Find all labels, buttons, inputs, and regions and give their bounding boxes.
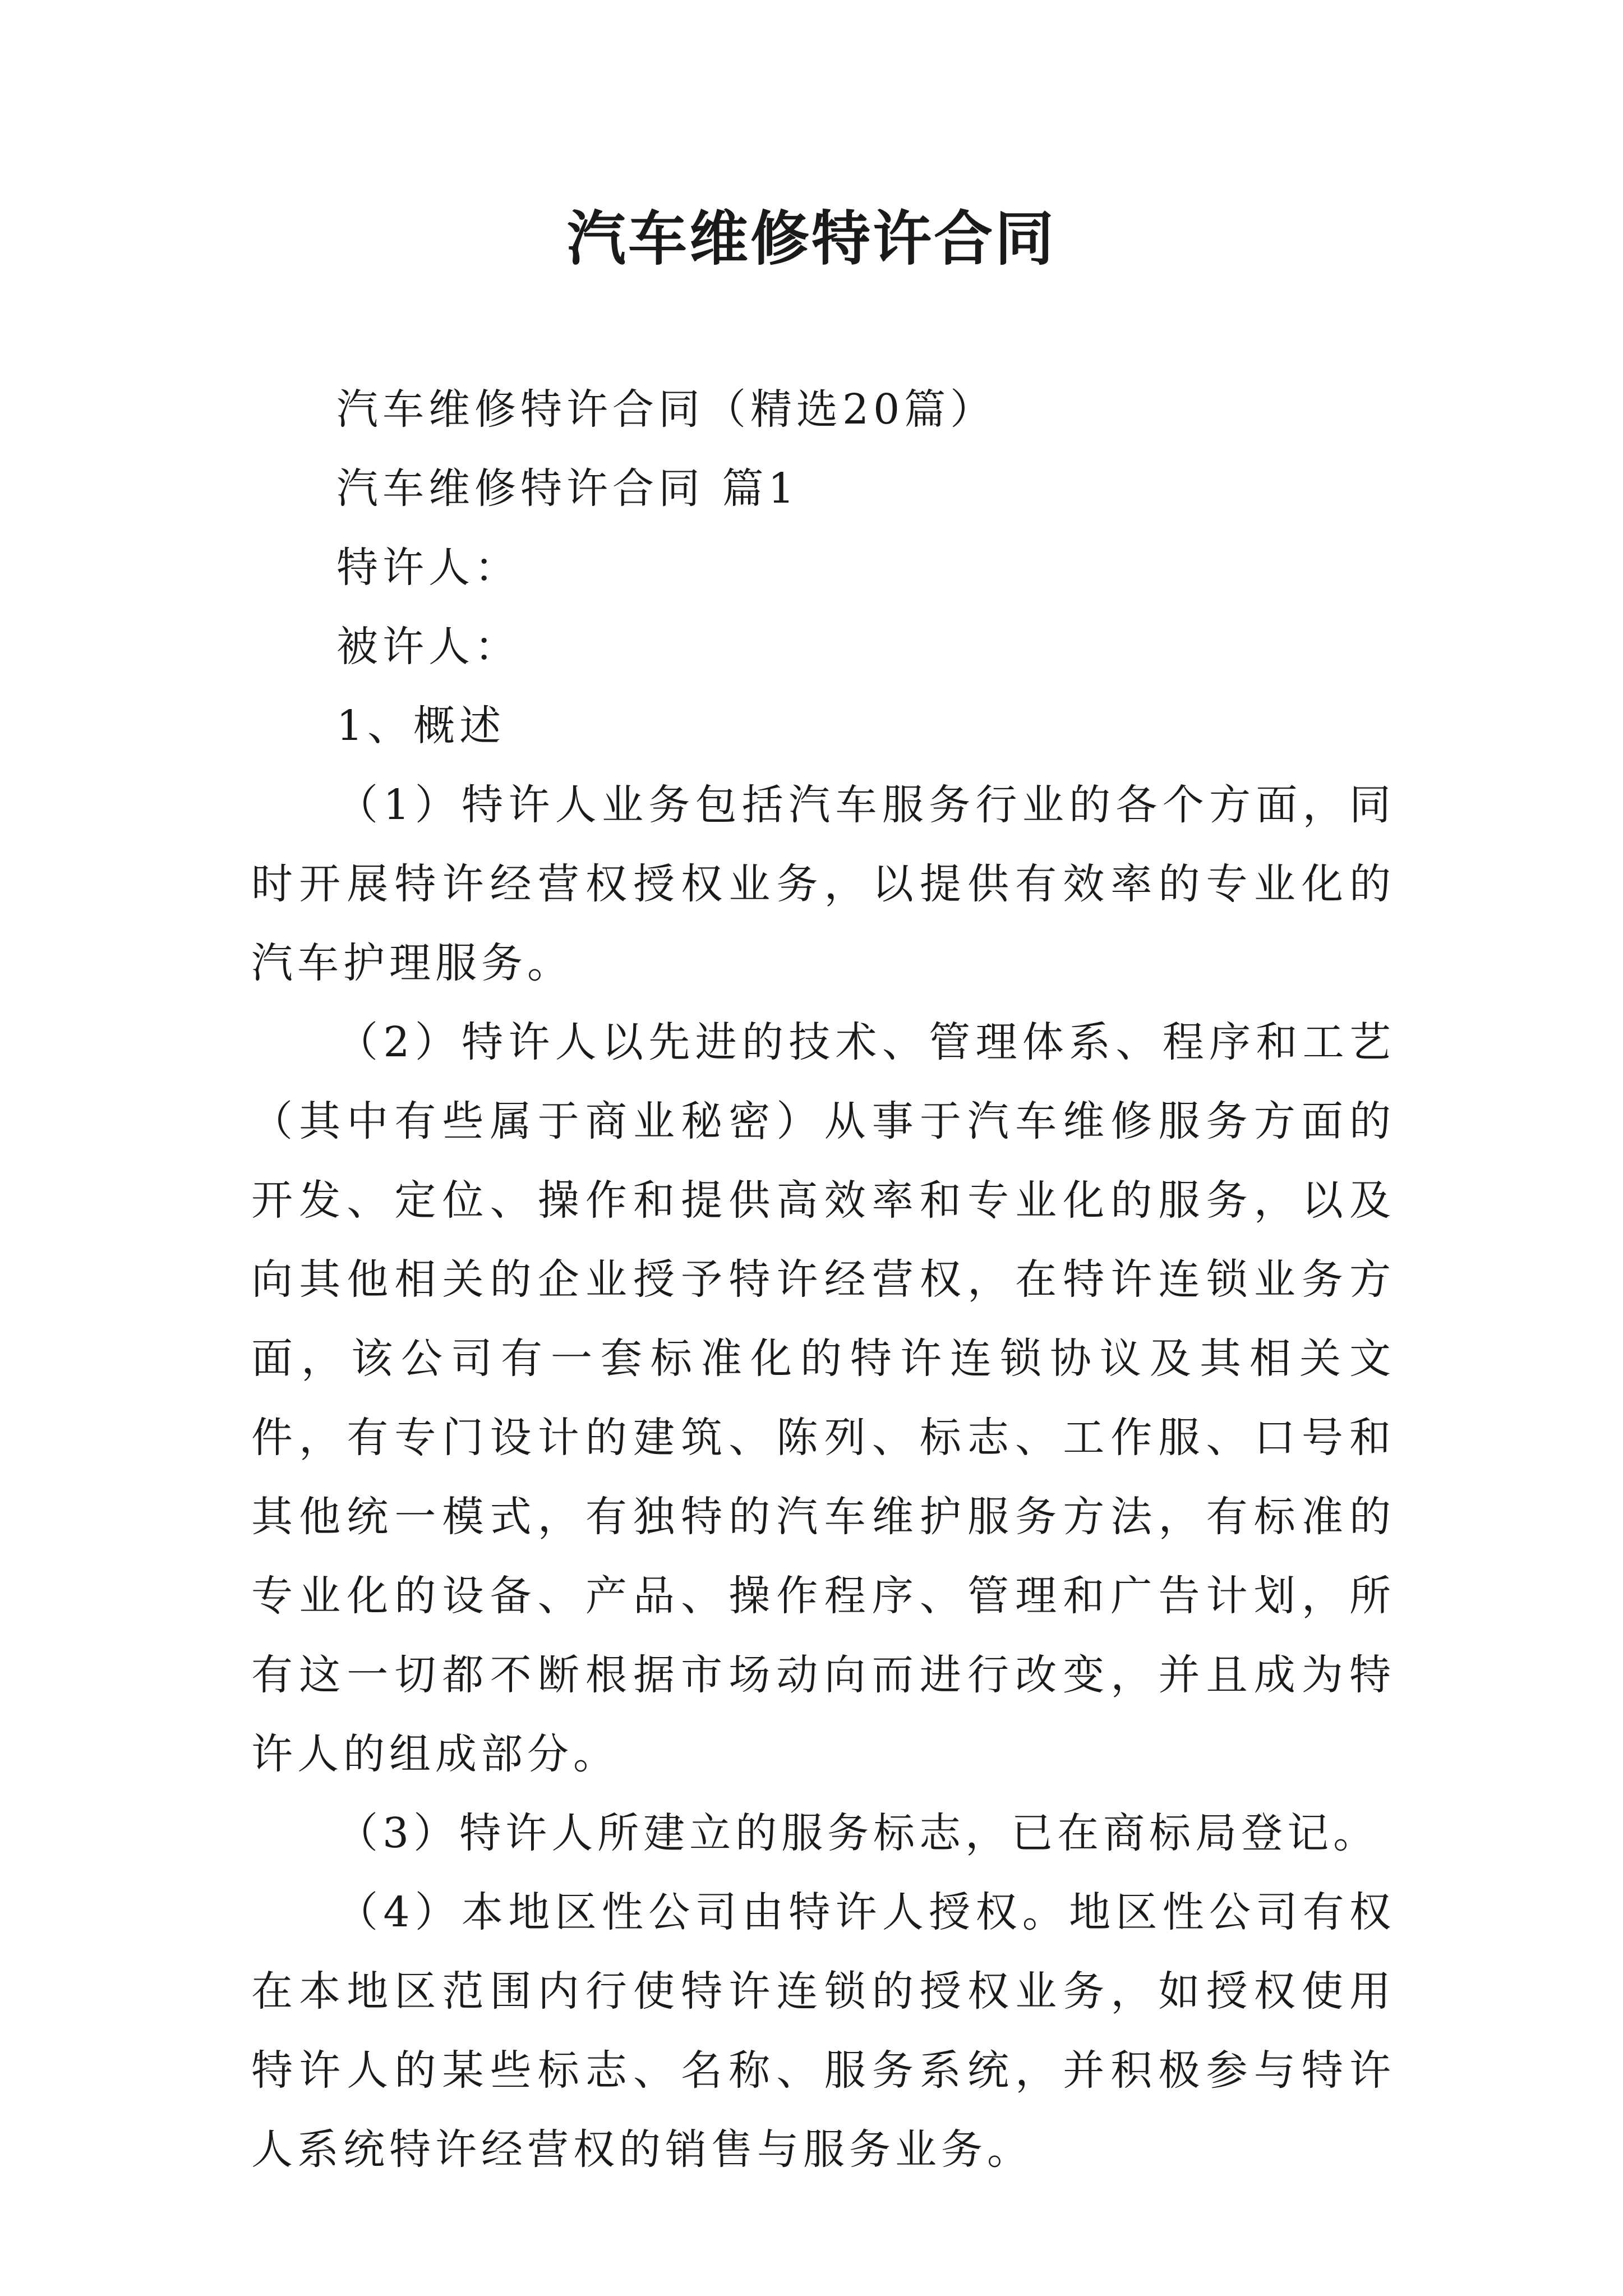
paragraph-1: （1）特许人业务包括汽车服务行业的各个方面，同时开展特许经营权授权业务，以提供有效率的专业化的汽车护理服务。: [251, 781, 1395, 987]
franchisor-label: 特许人：: [336, 544, 520, 592]
paragraph-2: （2）特许人以先进的技术、管理体系、程序和工艺（其中有些属于商业秘密）从事于汽车维修服务方面的开发、定位、操作和提供高效率和专业化的服务，以及向其他相关的企业授予特许经营权，在特许连锁业务方面，该公司有一套标准化的特许连锁协议及其相关文件，有专门设计的建筑、陈列、标志、工作服、口号和其他统一模式，有独特的汽车维护服务方法，有标准的专业化的设备、产品、操作程序、管理和广告计划，所有这一切都不断根据市场动向而进行改变，并且成为特许人的组成部分。: [251, 1018, 1395, 1778]
document-body: [251, 370, 1395, 2189]
overview-heading: 1、概述: [336, 702, 506, 750]
document-title: 汽车维修特许合同: [566, 204, 1056, 273]
paragraph-4: （4）本地区性公司由特许人授权。地区性公司有权在本地区范围内行使特许连锁的授权业务，如授权使用特许人的某些标志、名称、服务系统，并积极参与特许人系统特许经营权的销售与服务业务。: [251, 1888, 1395, 2174]
franchisee-label: 被许人：: [336, 623, 520, 671]
subtitle-line: 汽车维修特许合同（精选20篇）: [336, 385, 997, 434]
paragraph-3: （3）特许人所建立的服务标志，已在商标局登记。: [336, 1809, 1380, 1857]
section-heading: 汽车维修特许合同 篇1: [336, 464, 799, 513]
